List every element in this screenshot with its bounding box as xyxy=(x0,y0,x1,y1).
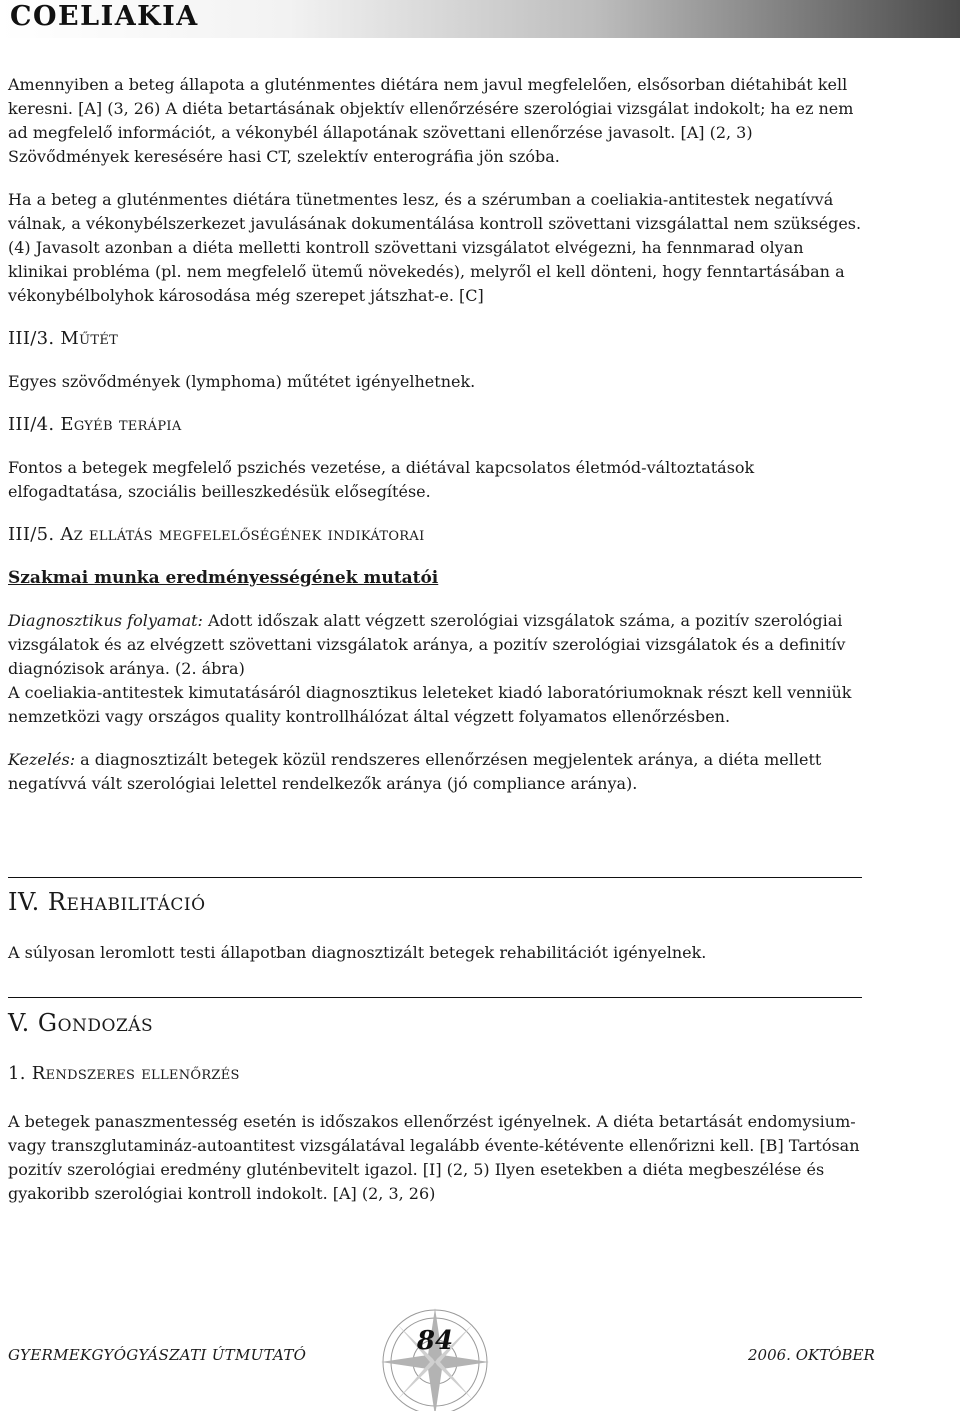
treatment-label: Kezelés: xyxy=(8,750,76,769)
diagnostic-process-text: Adott időszak alatt végzett szerológiai vizsgálatok száma, a pozitív szerológiai vizsgálatok és az elvégzett szövettani vizsgálatok aránya, a pozitív szerológiai vizsgálatok és a definitív diagnózisok aránya. (2. ábra) xyxy=(8,611,846,678)
care-heading: V. Gondozás xyxy=(8,1009,154,1037)
regular-check-heading: 1. Rendszeres ellenőrzés xyxy=(8,1063,240,1084)
rehab-text: A súlyosan leromlott testi állapotban diagnosztizált betegek rehabilitációt igényelnek. xyxy=(8,943,707,962)
surgery-text: Egyes szövődmények (lymphoma) műtétet igényelhetnek. xyxy=(8,372,476,391)
divider-rule xyxy=(8,997,862,998)
compass-watermark-icon xyxy=(350,1302,520,1411)
paragraph-diet-failure: Amennyiben a beteg állapota a gluténmentes diétára nem javul megfelelően, elsősorban diétahibát kell keresni. [A] (3, 26) A diéta betartásának objektív ellenőrzésére szerológiai vizsgálat indokolt; ha ez nem ad megfelelő információt, a vékonybél állapotának szövettani ellenőrzése javasolt. [A] (2, 3) Szövődmények keresésére hasi CT, szelektív enterográfia jön szóba. xyxy=(8,75,854,166)
regular-check-text: A betegek panaszmentesség esetén is időszakos ellenőrzést igényelnek. A diéta betartását endomysium- vagy transzglutamináz-autoantitest vizsgálatával legalább évente-kétévente ellenőrizni kell. [B] Tartósan pozitív szerológiai eredmény gluténbevitelt igazol. [I] (2, 5) Ilyen esetekben a diéta megbeszélése és gyakoribb szerológiai kontroll indokolt. [A] (2, 3, 26) xyxy=(8,1112,860,1203)
subheading-effectiveness: Szakmai munka eredményességének mutatói xyxy=(8,568,439,588)
page-number: 84 xyxy=(416,1326,454,1356)
treatment-paragraph xyxy=(8,748,864,796)
other-therapy-text: Fontos a betegek megfelelő pszichés vezetése, a diétával kapcsolatos életmód-változtatások elfogadtatása, szociális beilleszkedésük elősegítése. xyxy=(8,458,755,501)
main-content xyxy=(8,73,864,796)
lab-control-paragraph: A coeliakia-antitestek kimutatásáról diagnosztikus leleteket kiadó laboratóriumoknak részt kell venniük nemzetközi vagy országos quality kontrollhálózat által végzett folyamatos ellenőrzésben. xyxy=(8,683,852,726)
diagnostic-process-label: Diagnosztikus folyamat: xyxy=(8,611,203,630)
section-heading-surgery: III/3. Műtét xyxy=(8,328,119,349)
section-heading-indicators: III/5. Az ellátás megfelelőségének indikátorai xyxy=(8,524,425,545)
treatment-text: a diagnosztizált betegek közül rendszeres ellenőrzésen megjelentek aránya, a diéta mellett negatívvá vált szerológiai lelettel rendelkezők aránya (jó compliance aránya). xyxy=(8,750,822,793)
paragraph-symptom-free: Ha a beteg a gluténmentes diétára tünetmentes lesz, és a szérumban a coeliakia-antitestek negatívvá válnak, a vékonybélszerkezet javulásának dokumentálása kontroll szövettani vizsgálattal nem szükséges. (4) Javasolt azonban a diéta melletti kontroll szövettani vizsgálatot elvégezni, ha fennmarad olyan klinikai probléma (pl. nem megfelelő ütemű növekedés), melyről el kell dönteni, hogy fenntartásában a vékonybélbolyhok károsodása még szerepet játszhat-e. [C] xyxy=(8,190,862,305)
page-title: COELIAKIA xyxy=(10,1,199,32)
footer-guideline-title: GYERMEKGYÓGYÁSZATI ÚTMUTATÓ xyxy=(8,1346,307,1364)
footer-date: 2006. OKTÓBER xyxy=(748,1346,875,1364)
rehab-heading: IV. Rehabilitáció xyxy=(8,888,206,916)
divider-rule xyxy=(8,877,862,878)
diagnostic-process-paragraph xyxy=(8,609,864,681)
section-heading-other-therapy: III/4. Egyéb terápia xyxy=(8,414,182,435)
